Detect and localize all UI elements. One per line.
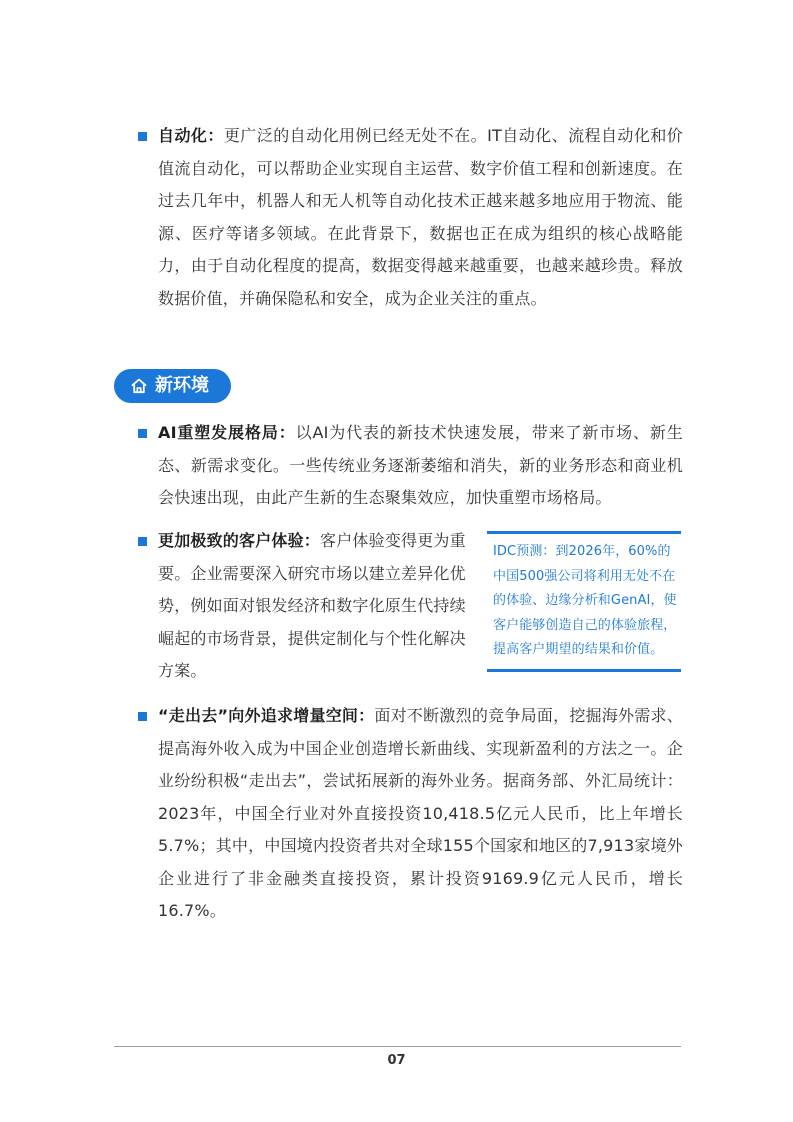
square-bullet-icon [138,537,147,546]
section-heading-label: 新环境 [155,375,209,396]
bullet-ai-reshape-text [158,417,683,515]
bullet-automation-text [158,120,683,315]
bullet-ai-reshape [138,417,683,515]
bullet-customer-experience-term: 更加极致的客户体验： [158,531,321,550]
footer-divider [114,1046,681,1047]
square-bullet-icon [138,429,147,438]
bullet-going-global-text [158,700,683,928]
bullet-automation [138,120,683,315]
bullet-customer-experience-body: 客户体验变得更为重要。企业需要深入研究市场以建立差异化优势，例如面对银发经济和数字化原生代持续崛起的市场背景，提供定制化与个性化解决方案。 [158,531,466,680]
square-bullet-icon [138,712,147,721]
bullet-automation-term: 自动化： [158,126,224,145]
idc-forecast-text: IDC预测：到2026年，60%的中国500强公司将利用无处不在的体验、边缘分析和GenAI，使客户能够创造自己的体验旅程，提高客户期望的结果和价值。 [493,544,677,657]
idc-forecast-callout [487,531,681,672]
bullet-ai-reshape-term: AI重塑发展格局： [158,423,296,442]
bullet-customer-experience [138,525,468,688]
square-bullet-icon [138,132,147,141]
bullet-going-global-body: 面对不断激烈的竞争局面，挖掘海外需求、提高海外收入成为中国企业创造增长新曲线、实现新盈利的方法之一。企业纷纷积极“走出去”，尝试拓展新的海外业务。据商务部、外汇局统计：2023年，中国全行业对外直接投资10,418.5亿元人民币，比上年增长5.7%；其中，中国境内投资者共对全球155个国家和地区的7,913家境外企业进行了非金融类直接投资，累计投资9169.9亿元人民币，增长16.7%。 [158,706,683,920]
bullet-ai-reshape-body: 以AI为代表的新技术快速发展，带来了新市场、新生态、新需求变化。一些传统业务逐渐萎缩和消失，新的业务形态和商业机会快速出现，由此产生新的生态聚集效应，加快重塑市场格局。 [158,423,683,507]
bullet-going-global [138,700,683,928]
home-icon [130,377,148,395]
page-number: 07 [387,1053,406,1068]
bullet-going-global-term: “走出去”向外追求增量空间： [158,706,375,725]
bullet-customer-experience-text [158,525,468,688]
bullet-automation-body: 更广泛的自动化用例已经无处不在。IT自动化、流程自动化和价值流自动化，可以帮助企业实现自主运营、数字价值工程和创新速度。在过去几年中，机器人和无人机等自动化技术正越来越多地应用于物流、能源、医疗等诸多领域。在此背景下，数据也正在成为组织的核心战略能力，由于自动化程度的提高，数据变得越来越重要，也越来越珍贵。释放数据价值，并确保隐私和安全，成为企业关注的重点。 [158,126,683,308]
section-heading-new-environment [114,369,231,403]
